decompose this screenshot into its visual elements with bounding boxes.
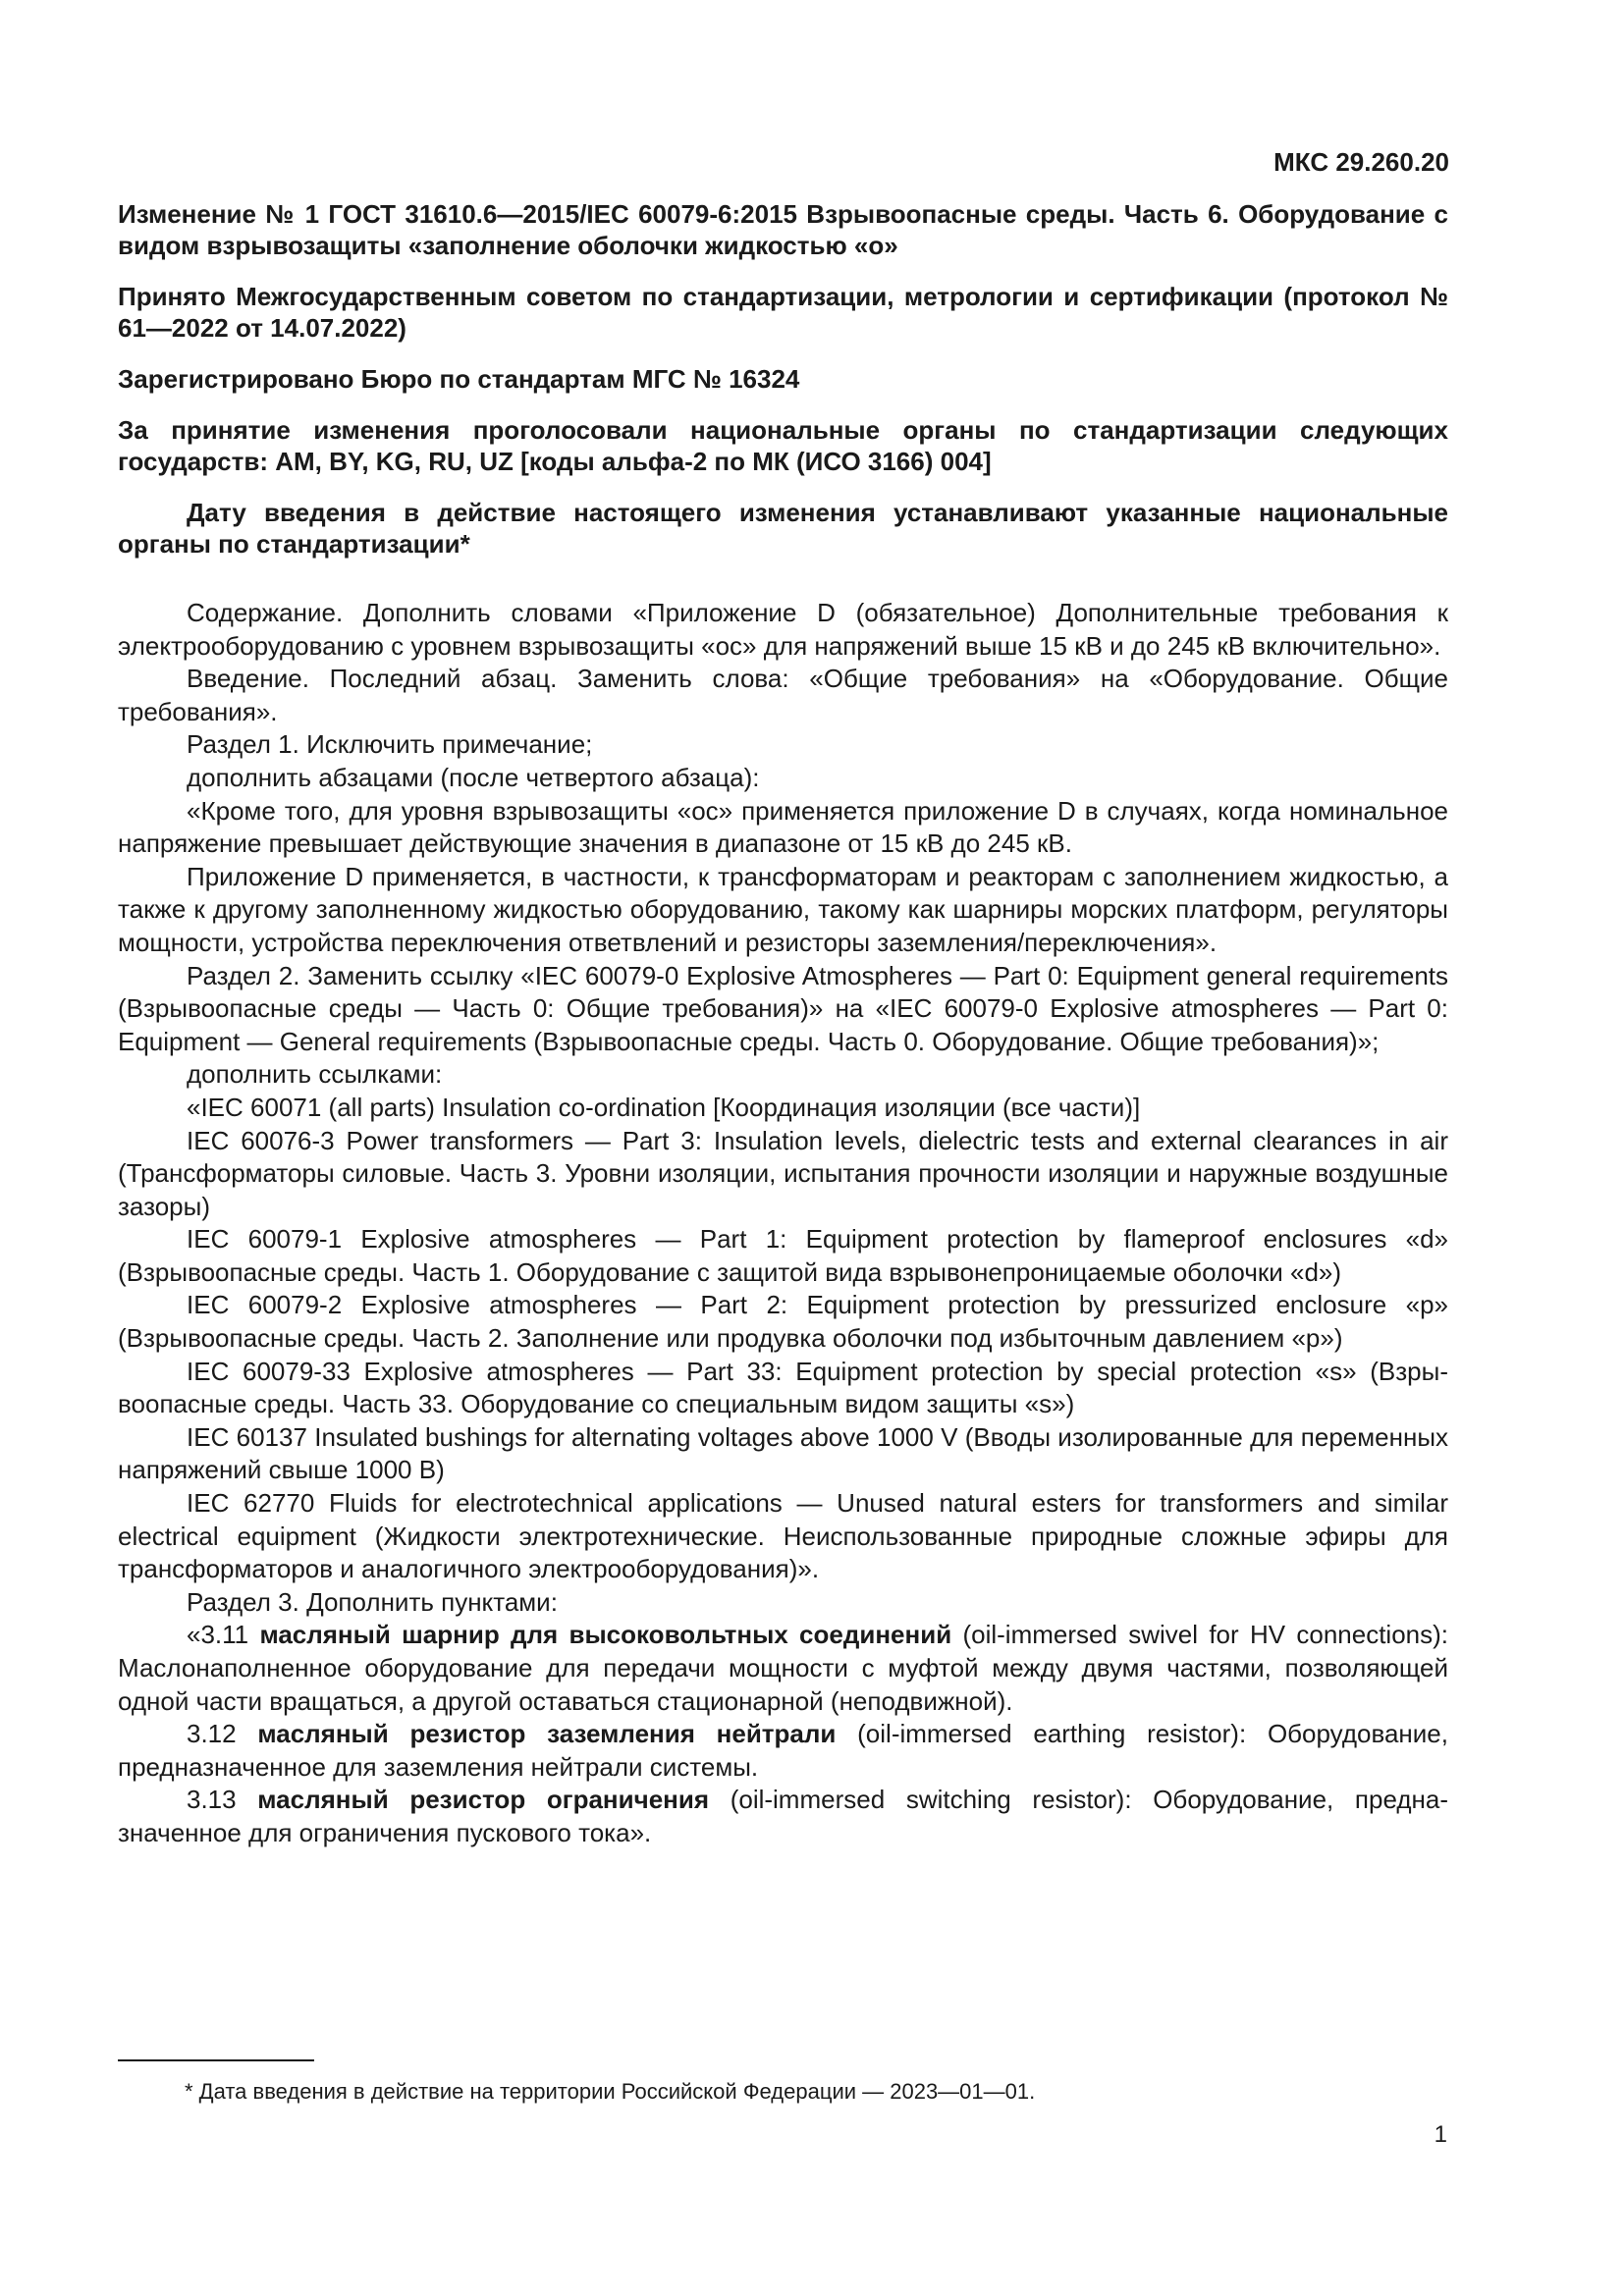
amendment-title: Изменение № 1 ГОСТ 31610.6—2015/IEC 60079-6:2015 Взрывоопасные среды. Часть 6. Оборудование с видом взрывозащиты «заполнение оболочки жидкостью «о» xyxy=(118,199,1448,260)
footnote: * Дата введения в действие на территории Российской Федерации — 2023—01—01. xyxy=(185,2079,1036,2104)
term-name: масляный резистор ограничения xyxy=(257,1785,710,1815)
paragraph: дополнить ссылками: xyxy=(187,1059,443,1090)
term-number: 3.12 xyxy=(187,1719,258,1749)
document-header xyxy=(118,198,1448,579)
paragraph: дополнить абзацами (после четвертого абзаца): xyxy=(187,762,760,792)
reference-item: IEC 60079-1 Explosive atmospheres — Part 1: Equipment protection by flameproof enclosures «d» (Взрывоопасные среды. Часть 1. Оборудование с защитой вида взрывонепроницаемые оболочки «d») xyxy=(118,1224,1448,1287)
term-text: (oil-immersed switching resistor): Оборудование, предназначенное для ограничения пускового тока». xyxy=(118,1785,1449,1847)
effective-date-statement: Дату введения в действие настоящего изменения устанавливают указанные национальные органы по стандартизации* xyxy=(118,498,1448,559)
term-number: «3.11 xyxy=(187,1620,260,1650)
paragraph: Раздел 1. Исключить примечание; xyxy=(187,729,593,760)
term-text: (oil-immersed swivel for HV connections): Маслонаполненное оборудование для передачи мощности с муфтой между двумя частями, позволяющей одной части вращаться, а другой оставаться стационарной (неподвижной). xyxy=(118,1620,1449,1716)
term-number: 3.13 xyxy=(187,1785,258,1815)
registration-statement: Зарегистрировано Бюро по стандартам МГС № 16324 xyxy=(118,364,800,394)
paragraph: Раздел 2. Заменить ссылку «IEC 60079-0 Explosive Atmospheres — Part 0: Equipment general requirements (Взрывоопасные среды — Часть 0: Общие требования)» на «IEC 60079-0 Explosive atmospheres — Part 0: Equipment — General requirements (Взрывоопасные среды. Часть 0. Оборудование. Общие требования)»; xyxy=(118,960,1448,1056)
reference-item: IEC 60079-2 Explosive atmospheres — Part 2: Equipment protection by pressurized enclosure «р» (Взрывоопасные среды. Часть 2. Заполнение или продувка оболочки под избыточным давлением «р») xyxy=(118,1290,1448,1354)
paragraph: Содержание. Дополнить словами «Приложение D (обязательное) Дополнительные требования к электрооборудованию с уровнем взрывозащиты «ос» для напряжений выше 15 кВ и до 245 кВ включительно». xyxy=(118,598,1448,661)
paragraph: «Кроме того, для уровня взрывозащиты «ос» применяется приложение D в случаях, когда номинальное напряжение превышает действующие значения в диапазоне от 15 кВ до 245 кВ. xyxy=(118,795,1448,859)
term-name: масляный резистор заземления нейтрали xyxy=(257,1719,837,1749)
document-body xyxy=(118,597,1448,1850)
reference-item: «IEC 60071 (all parts) Insulation co-ordination [Координация изоляции (все части)] xyxy=(187,1092,1141,1122)
voting-statement: За принятие изменения проголосовали национальные органы по стандартизации следующих государств: AM, BY, KG, RU, UZ [коды альфа-2 по МК (ИСО 3166) 004] xyxy=(118,415,1448,476)
term-name: масляный шарнир для высоковольтных соединений xyxy=(259,1620,952,1650)
term-definition-3-12 xyxy=(118,1718,1448,1784)
term-text: (oil-immersed earthing resistor): Оборудование, предназначенное для заземления нейтрали системы. xyxy=(118,1719,1448,1782)
paragraph: Приложение D применяется, в частности, к трансформаторам и реакторам с заполнением жидкостью, а также к другому заполненному жидкостью оборудованию, такому как шарниры морских платформ, регуляторы мощности, устройства переключения ответвлений и резисторы заземления/переключения». xyxy=(118,861,1448,957)
term-definition-3-11 xyxy=(118,1619,1448,1718)
paragraph: Раздел 3. Дополнить пунктами: xyxy=(187,1586,558,1617)
term-definition-3-13 xyxy=(118,1784,1448,1849)
paragraph: Введение. Последний абзац. Заменить слова: «Общие требования» на «Оборудование. Общие требования». xyxy=(118,664,1448,726)
reference-item: IEC 60079-33 Explosive atmospheres — Part 33: Equipment protection by special protection «s» (Взрывоопасные среды. Часть 33. Оборудование со специальным видом защиты «s») xyxy=(118,1356,1448,1419)
adoption-statement: Принято Межгосударственным советом по стандартизации, метрологии и сертификации (протокол № 61—2022 от 14.07.2022) xyxy=(118,282,1448,343)
reference-item: IEC 62770 Fluids for electrotechnical applications — Unused natural esters for transformers and similar electrical equipment (Жидкости электротехнические. Неиспользованные природные сложные эфиры для трансформаторов и аналогичного электрооборудования)». xyxy=(118,1488,1448,1584)
mks-code: МКС 29.260.20 xyxy=(1273,147,1449,177)
footnote-divider xyxy=(118,2059,314,2061)
reference-item: IEC 60076-3 Power transformers — Part 3: Insulation levels, dielectric tests and external clearances in air (Трансформаторы силовые. Часть 3. Уровни изоляции, испытания прочности изоляции и наружные воздушные зазоры) xyxy=(118,1125,1448,1221)
reference-item: IEC 60137 Insulated bushings for alternating voltages above 1000 V (Вводы изолированные для переменных напряжений свыше 1000 В) xyxy=(118,1421,1448,1485)
page-number: 1 xyxy=(1434,2121,1447,2148)
